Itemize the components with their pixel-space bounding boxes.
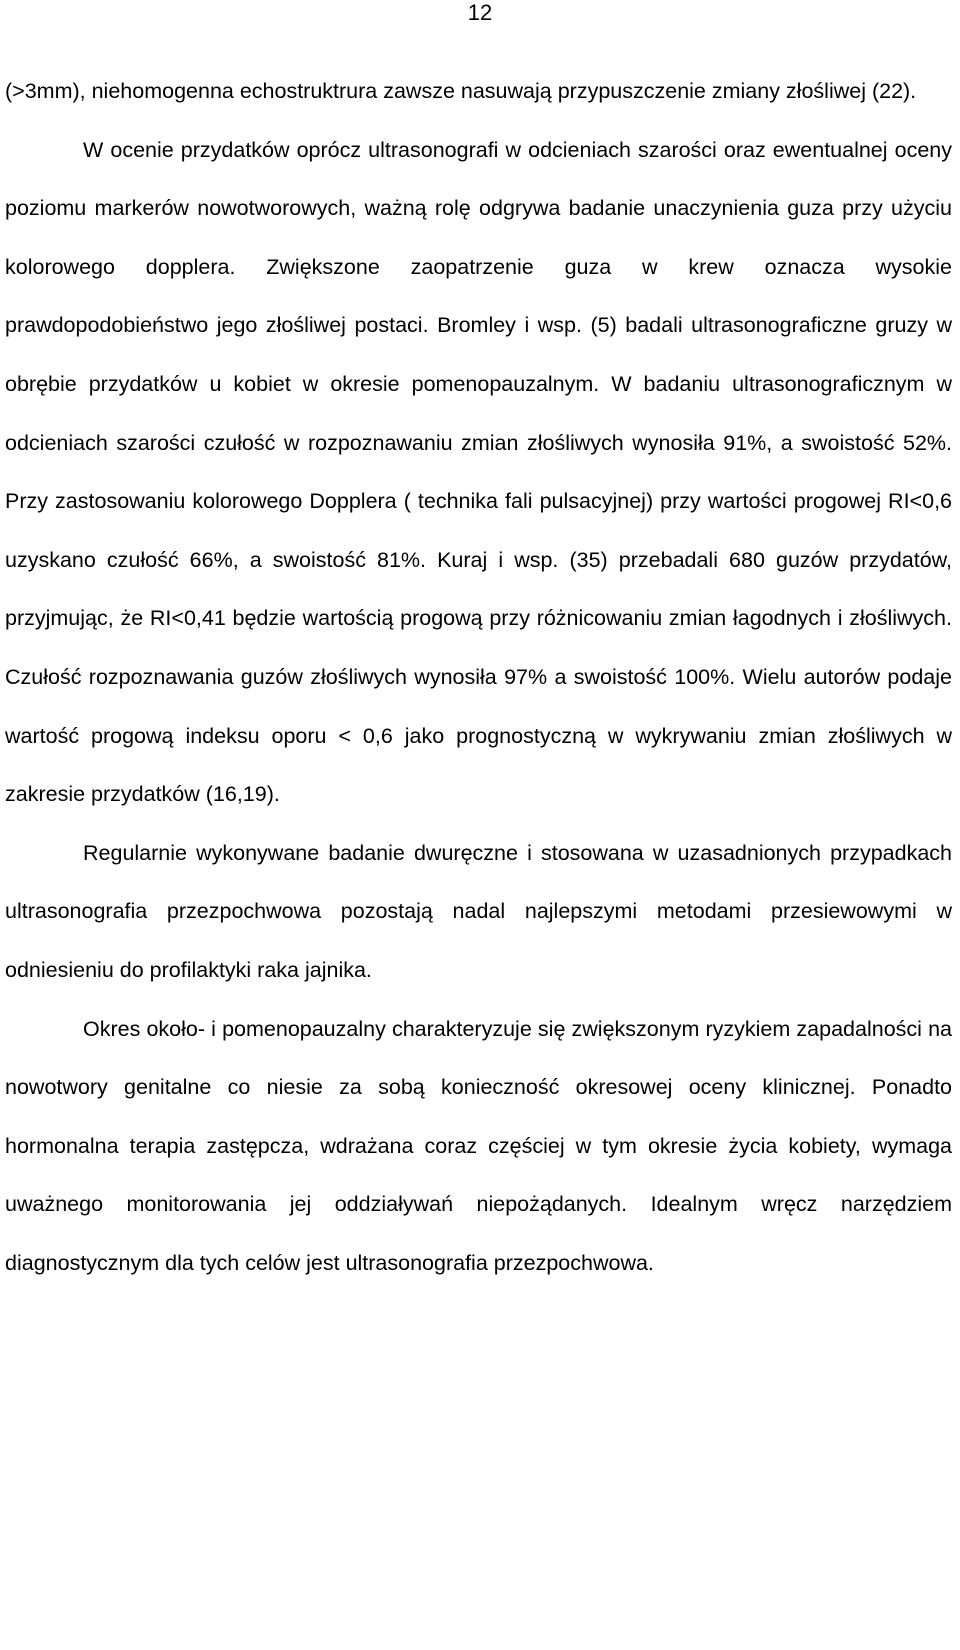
paragraph-3: Regularnie wykonywane badanie dwuręczne i stosowana w uzasadnionych przypadkach ultrasonografia przezpochwowa pozostają nadal najlepszymi metodami przesiewowymi w odniesieniu do profilaktyki raka jajnika.	[5, 840, 952, 982]
paragraph-4: Okres około- i pomenopauzalny charakteryzuje się zwiększonym ryzykiem zapadalności na nowotwory genitalne co niesie za sobą konieczność okresowej oceny klinicznej. Ponadto hormonalna terapia zastępcza, wdrażana coraz częściej w tym okresie życia kobiety, wymaga uważnego monitorowania jej oddziaływań niepożądanych. Idealnym wręcz narzędziem diagnostycznym dla tych celów jest ultrasonografia przezpochwowa.	[5, 1016, 952, 1275]
paragraph-2: W ocenie przydatków oprócz ultrasonografi w odcieniach szarości oraz ewentualnej oceny poziomu markerów nowotworowych, ważną rolę odgrywa badanie unaczynienia guza przy użyciu kolorowego dopplera. Zwiększone zaopatrzenie guza w krew oznacza wysokie prawdopodobieństwo jego złośliwej postaci. Bromley i wsp. (5) badali ultrasonograficzne gruzy w obrębie przydatków u kobiet w okresie pomenopauzalnym. W badaniu ultrasonograficznym w odcieniach szarości czułość w rozpoznawaniu zmian złośliwych wynosiła 91%, a swoistość 52%. Przy zastosowaniu kolorowego Dopplera ( technika fali pulsacyjnej) przy wartości progowej RI<0,6 uzyskano czułość 66%, a swoistość 81%. Kuraj i wsp. (35) przebadali 680 guzów przydatów, przyjmując, że RI<0,41 będzie wartością progową przy różnicowaniu zmian łagodnych i złośliwych. Czułość rozpoznawania guzów złośliwych wynosiła 97% a swoistość 100%. Wielu autorów podaje wartość progową indeksu oporu < 0,6 jako prognostyczną w wykrywaniu zmian złośliwych w zakresie przydatków (16,19).	[5, 137, 952, 807]
document-body	[5, 62, 952, 1292]
paragraph-1: (>3mm), niehomogenna echostruktrura zawsze nasuwają przypuszczenie zmiany złośliwej (22).	[5, 79, 917, 103]
page-number: 12	[467, 0, 493, 25]
